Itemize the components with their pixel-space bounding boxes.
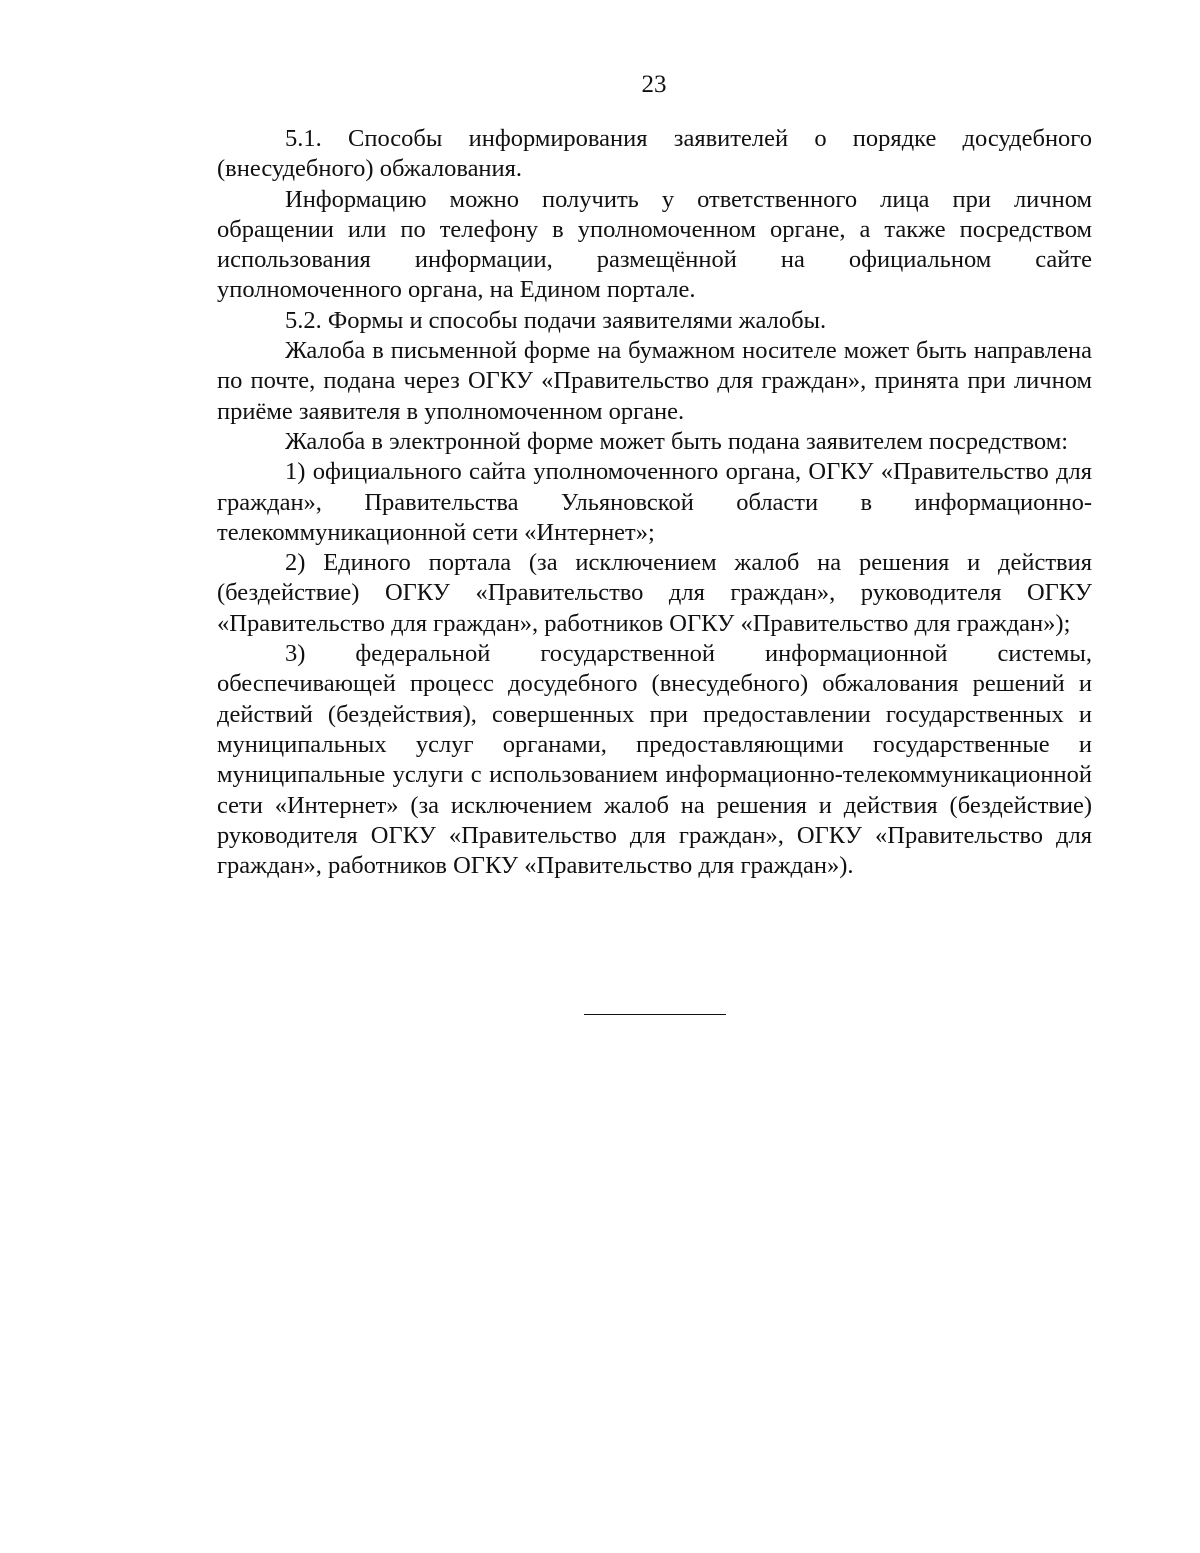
list-item-3: 3) федеральной государственной информационной системы, обеспечивающей процесс досудебного (внесудебного) обжалования решений и действий (бездействия), совершенных при предоставлении государственных и муниципальных услуг органами, предоставляющими государственные и муниципальные услуги с использованием информационно-телекоммуникационной сети «Интернет» (за исключением жалоб на решения и действия (бездействие) руководителя ОГКУ «Правительство для граждан», ОГКУ «Правительство для граждан», работников ОГКУ «Правительство для граждан»). [217, 640, 1092, 880]
list-item-2: 2) Единого портала (за исключением жалоб на решения и действия (бездействие) ОГКУ «Правительство для граждан», руководителя ОГКУ «Правительство для граждан», работников ОГКУ «Правительство для граждан»); [217, 549, 1092, 637]
end-separator-line [584, 1014, 726, 1015]
paragraph-information-sources: Информацию можно получить у ответственного лица при личном обращении или по телефону в уполномоченном органе, а также посредством использования информации, размещённой на официальном сайте уполномоченного органа, на Едином портале. [217, 185, 1092, 304]
document-body [217, 124, 1092, 881]
paragraph-5-1-heading: 5.1. Способы информирования заявителей о порядке досудебного (внесудебного) обжалования. [217, 125, 1092, 183]
paragraph-5-2-heading: 5.2. Формы и способы подачи заявителями жалобы. [285, 306, 827, 334]
paragraph-paper-complaint: Жалоба в письменной форме на бумажном носителе может быть направлена по почте, подана через ОГКУ «Правительство для граждан», принята при личном приёме заявителя в уполномоченном органе. [217, 337, 1092, 425]
list-item-1: 1) официального сайта уполномоченного органа, ОГКУ «Правительство для граждан», Правительства Ульяновской области в информационно-телекоммуникационной сети «Интернет»; [217, 458, 1092, 546]
page-number: 23 [641, 71, 667, 98]
paragraph-electronic-complaint: Жалоба в электронной форме может быть подана заявителем посредством: [285, 427, 1069, 455]
